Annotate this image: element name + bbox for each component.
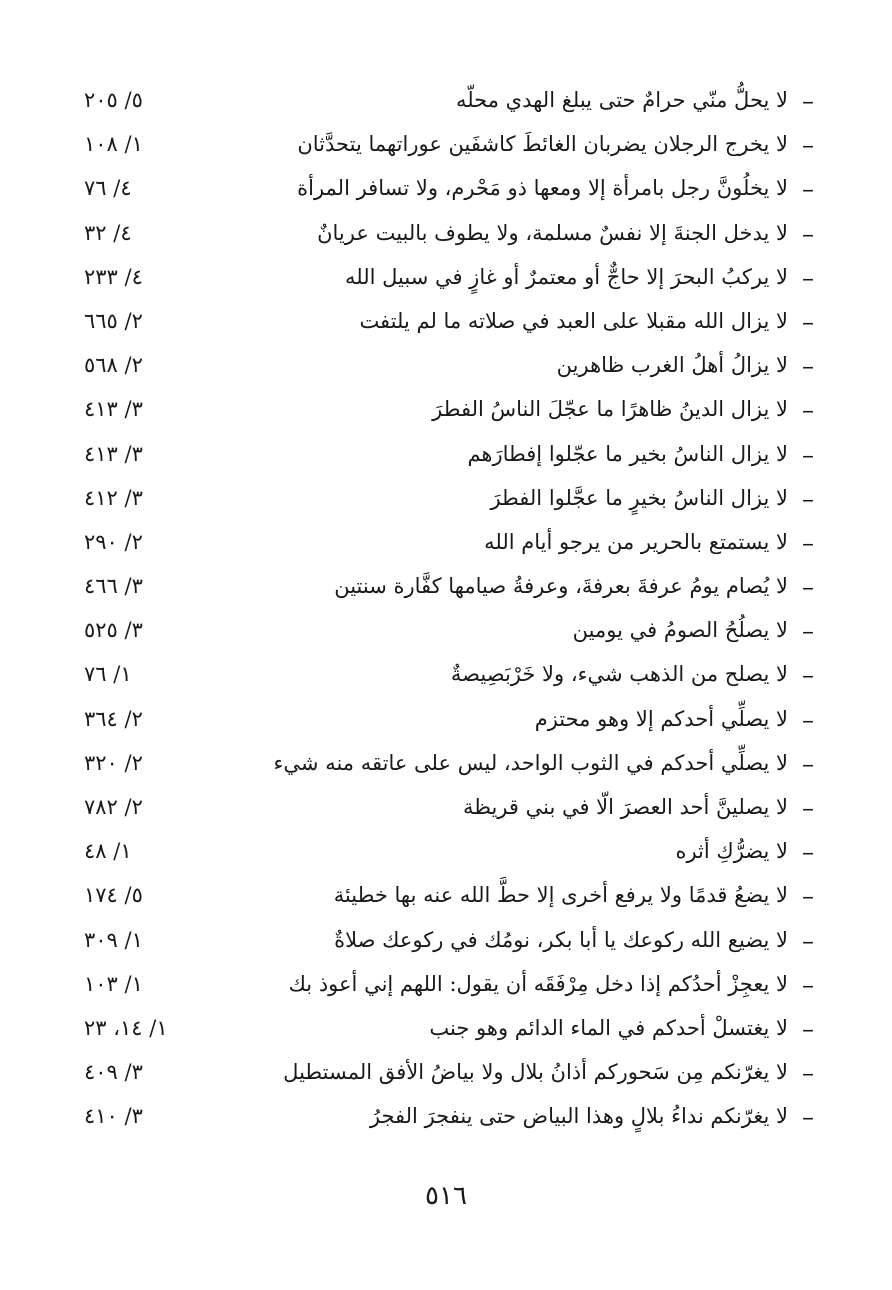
dash: – (802, 528, 814, 557)
dash: – (802, 263, 814, 292)
dash: – (802, 484, 814, 513)
hadith-text: لا يصلُحُ الصومُ في يومين (572, 618, 788, 643)
dash: – (802, 352, 814, 381)
volume-page-ref: ١/ ٧٦ (84, 662, 132, 687)
hadith-text: لا يضيع الله ركوعك يا أبا بكر، نومُك في ركوعك صلاةٌ (334, 927, 788, 952)
hadith-text: لا يزالُ أهلُ الغرب ظاهرين (556, 353, 788, 378)
hadith-text: لا يركبُ البحرَ إلا حاجٌّ أو معتمرٌ أو غازٍ في سبيل الله (345, 264, 788, 289)
volume-page-ref: ٣/ ٥٢٥ (84, 618, 143, 643)
dash: – (802, 838, 814, 867)
volume-page-ref: ٥/ ٢٠٥ (84, 88, 143, 112)
hadith-text: لا يزال الله مقبلا على العبد في صلاته ما لم يلتفت (359, 308, 788, 333)
list-item (78, 875, 814, 919)
volume-page-ref: ٣/ ٤٦٦ (84, 574, 143, 599)
list-item (78, 389, 814, 433)
list-item (78, 257, 814, 301)
volume-page-ref: ٣/ ٤١٠ (84, 1104, 143, 1129)
hadith-text: لا يخلُونَّ رجل بامرأة إلا ومعها ذو مَحْرم، ولا تسافر المرأة (297, 176, 788, 201)
dash: – (802, 749, 814, 778)
hadith-text: لا يصلينَّ أحد العصرَ الّا في بني قريظة (462, 795, 788, 819)
hadith-index-list (78, 80, 814, 1141)
list-item (78, 345, 814, 389)
hadith-text: لا يستمتع بالحرير من يرجو أيام الله (484, 529, 788, 554)
dash: – (802, 131, 814, 160)
dash: – (802, 1014, 814, 1043)
hadith-text: لا يخرج الرجلان يضربان الغائطَ كاشفَين عوراتهما يتحدَّثان (297, 132, 788, 157)
dash: – (802, 794, 814, 822)
hadith-text: لا يصلِّي أحدكم إلا وهو محتزم (534, 706, 788, 731)
volume-page-ref: ٢/ ٥٦٨ (84, 353, 143, 378)
volume-page-ref: ٢/ ٣٦٤ (84, 706, 143, 731)
hadith-text: لا يغرّنكم مِن سَحوركم أذانُ بلال ولا بياضُ الأفق المستطيل (283, 1060, 788, 1085)
dash: – (802, 396, 814, 425)
list-item (78, 301, 814, 345)
list-item (78, 610, 814, 654)
volume-page-ref: ٢/ ٣٢٠ (84, 750, 143, 775)
hadith-text: لا يضرُّكِ أثره (675, 839, 788, 864)
list-item (78, 1096, 814, 1140)
volume-page-ref: ٣/ ٤١٣ (84, 441, 143, 466)
list-item (78, 168, 814, 212)
volume-page-ref: ٣/ ٤٠٩ (84, 1060, 143, 1085)
volume-page-ref: ٤/ ٣٢ (84, 220, 132, 245)
dash: – (802, 219, 814, 248)
list-item (78, 522, 814, 566)
list-item (78, 478, 814, 522)
dash: – (802, 661, 814, 690)
hadith-text: لا يحلُّ منّي حرامٌ حتى يبلغ الهدي محلّه (455, 88, 788, 112)
hadith-text: لا يغرّنكم نداءُ بلالٍ وهذا البياض حتى ينفجرَ الفجرُ (369, 1104, 788, 1129)
volume-page-ref: ٣/ ٤١٣ (84, 397, 143, 422)
dash: – (802, 705, 814, 734)
hadith-text: لا يُصام يومُ عرفةَ بعرفةَ، وعرفةُ صيامها كفَّارة سنتين (334, 574, 788, 599)
volume-page-ref: ٤/ ٧٦ (84, 176, 132, 201)
dash: – (802, 175, 814, 204)
dash: – (802, 1059, 814, 1088)
hadith-text: لا يغتسلْ أحدكم في الماء الدائم وهو جنب (429, 1015, 788, 1040)
volume-page-ref: ٢/ ٢٩٠ (84, 529, 143, 554)
volume-page-ref: ١/ ١٠٣ (84, 971, 143, 996)
volume-page-ref: ٥/ ١٧٤ (84, 883, 143, 908)
volume-page-ref: ٢/ ٧٨٢ (84, 795, 143, 819)
volume-page-ref: ١/ ١٤، ٢٣ (84, 1015, 168, 1040)
list-item (78, 1008, 814, 1052)
list-item (78, 124, 814, 168)
dash: – (802, 440, 814, 469)
hadith-text: لا يزال الدينُ ظاهرًا ما عجّلَ الناسُ الفطرَ (432, 397, 788, 422)
hadith-text: لا يضعُ قدمًا ولا يرفع أخرى إلا حطَّ الله عنه بها خطيئة (333, 883, 788, 908)
list-item (78, 566, 814, 610)
dash: – (802, 307, 814, 336)
hadith-text: لا يدخل الجنةَ إلا نفسٌ مسلمة، ولا يطوف بالبيت عريانٌ (317, 220, 788, 245)
list-item (78, 964, 814, 1008)
list-item (78, 654, 814, 698)
page-number: ٥١٦ (425, 1181, 467, 1211)
list-item (78, 920, 814, 964)
list-item (78, 743, 814, 787)
list-item (78, 434, 814, 478)
volume-page-ref: ٢/ ٦٦٥ (84, 308, 143, 333)
dash: – (802, 882, 814, 911)
list-item (78, 699, 814, 743)
dash: – (802, 926, 814, 955)
hadith-text: لا يزال الناسُ بخيرٍ ما عجَّلوا الفطرَ (490, 485, 788, 510)
hadith-text: لا يعجِزْ أحدُكم إذا دخل مِرْفَقَه أن يقول: اللهم إني أعوذ بك (288, 971, 788, 996)
volume-page-ref: ١/ ٣٠٩ (84, 927, 143, 952)
volume-page-ref: ١/ ٤٨ (84, 839, 132, 864)
list-item (78, 80, 814, 124)
list-item (78, 787, 814, 831)
dash: – (802, 617, 814, 646)
hadith-text: لا يصلح من الذهب شيء، ولا خَرْبَصِيصةٌ (450, 662, 788, 687)
volume-page-ref: ٣/ ٤١٢ (84, 485, 143, 510)
hadith-text: لا يزال الناسُ بخير ما عجّلوا إفطارَهم (467, 441, 788, 466)
volume-page-ref: ٤/ ٢٣٣ (84, 264, 143, 289)
list-item (78, 1052, 814, 1096)
volume-page-ref: ١/ ١٠٨ (84, 132, 143, 157)
dash: – (802, 573, 814, 602)
hadith-text: لا يصلِّي أحدكم في الثوب الواحد، ليس على عاتقه منه شيء (273, 750, 788, 775)
dash: – (802, 1103, 814, 1132)
dash: – (802, 970, 814, 999)
list-item (78, 213, 814, 257)
list-item (78, 831, 814, 875)
dash: – (802, 87, 814, 115)
